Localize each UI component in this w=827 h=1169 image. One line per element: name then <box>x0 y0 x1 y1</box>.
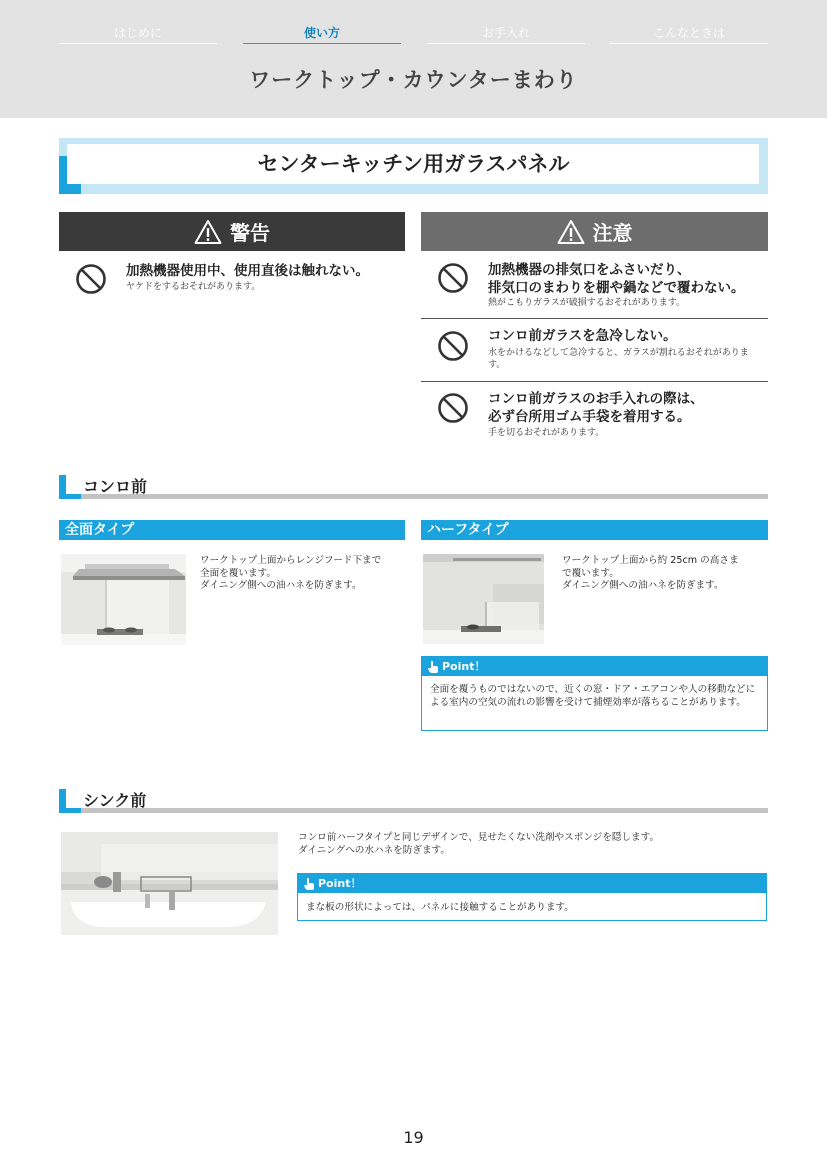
stove-point-box <box>421 656 768 731</box>
sink-point-box <box>297 873 767 921</box>
heading-rule <box>81 808 768 813</box>
stove-front-label: コンロ前 <box>83 477 148 496</box>
nav-tab-intro[interactable]: はじめに <box>59 26 217 44</box>
banner-accent-foot <box>59 184 81 194</box>
full-type-photo <box>61 554 186 645</box>
page-number: 19 <box>403 1128 424 1147</box>
caution-divider <box>421 318 768 319</box>
sink-photo <box>61 832 278 935</box>
caution-divider <box>421 381 768 382</box>
warning-header <box>59 212 405 251</box>
heading-accent-foot <box>59 494 81 499</box>
sink-description: コンロ前ハーフタイプと同じデザインで、見せたくない洗剤やスポンジを隠します。 ダイニングへの水ハネを防ぎます。 <box>298 832 660 856</box>
section-title: センターキッチン用ガラスパネル <box>257 152 570 176</box>
nav-tab-care[interactable]: お手入れ <box>427 26 585 44</box>
point-label: Point！ <box>318 877 362 890</box>
caution-header <box>421 212 768 251</box>
point-text: まな板の形状によっては、パネルに接触することがあります。 <box>306 902 574 913</box>
stove-front-heading <box>59 475 768 499</box>
point-label: Point！ <box>442 660 486 673</box>
section-banner <box>59 138 768 194</box>
warning-triangle-icon <box>557 219 585 245</box>
caution-item-title: 加熱機器の排気口をふさいだり、 排気口のまわりを棚や鍋などで覆わない。 <box>488 262 745 296</box>
point-text: 全面を覆うものではないので、近くの窓・ドア・エアコンや人の移動などによる室内の空気の流れの影響を受けて捕煙効率が落ちることがあります。 <box>430 684 756 708</box>
point-header <box>298 874 766 893</box>
warning-triangle-icon <box>194 219 222 245</box>
sink-front-label: シンク前 <box>83 791 147 810</box>
warning-heading: 警告 <box>230 221 270 245</box>
caution-item-note: 水をかけるなどして急冷すると、ガラスが割れるおそれがあります。 <box>488 348 749 370</box>
half-type-description: ワークトップ上面から約 25cm の高さま で覆います。 ダイニング側への油ハネを防ぎます。 <box>562 555 739 591</box>
point-header <box>422 657 767 676</box>
nav-tab-troubleshooting[interactable]: こんなときは <box>610 26 768 44</box>
half-type-photo <box>423 554 544 644</box>
prohibited-icon <box>75 263 107 295</box>
prohibited-icon <box>437 392 469 424</box>
pointing-hand-icon <box>428 661 438 673</box>
caution-item-note: 熱がこもりガラスが破損するおそれがあります。 <box>488 298 686 308</box>
nav-tab-usage[interactable]: 使い方 <box>243 26 401 44</box>
heading-rule <box>81 494 768 499</box>
sink-front-heading <box>59 789 768 813</box>
prohibited-icon <box>437 330 469 362</box>
page-title: ワークトップ・カウンターまわり <box>249 68 578 92</box>
warning-item-title: 加熱機器使用中、使用直後は触れない。 <box>126 263 369 279</box>
caution-item-title: コンロ前ガラスのお手入れの際は、 必ず台所用ゴム手袋を着用する。 <box>488 391 704 425</box>
pointing-hand-icon <box>304 878 314 890</box>
caution-item-title: コンロ前ガラスを急冷しない。 <box>488 328 677 344</box>
caution-heading: 注意 <box>592 221 633 245</box>
half-type-label: ハーフタイプ <box>421 520 768 540</box>
caution-item-note: 手を切るおそれがあります。 <box>488 428 605 438</box>
full-type-description: ワークトップ上面からレンジフード下まで 全面を覆います。 ダイニング側への油ハネを防ぎます。 <box>200 555 382 591</box>
full-type-label: 全面タイプ <box>59 520 405 540</box>
page-header <box>0 0 827 118</box>
warning-item-note: ヤケドをするおそれがあります。 <box>126 282 261 292</box>
heading-accent-foot <box>59 808 81 813</box>
prohibited-icon <box>437 262 469 294</box>
